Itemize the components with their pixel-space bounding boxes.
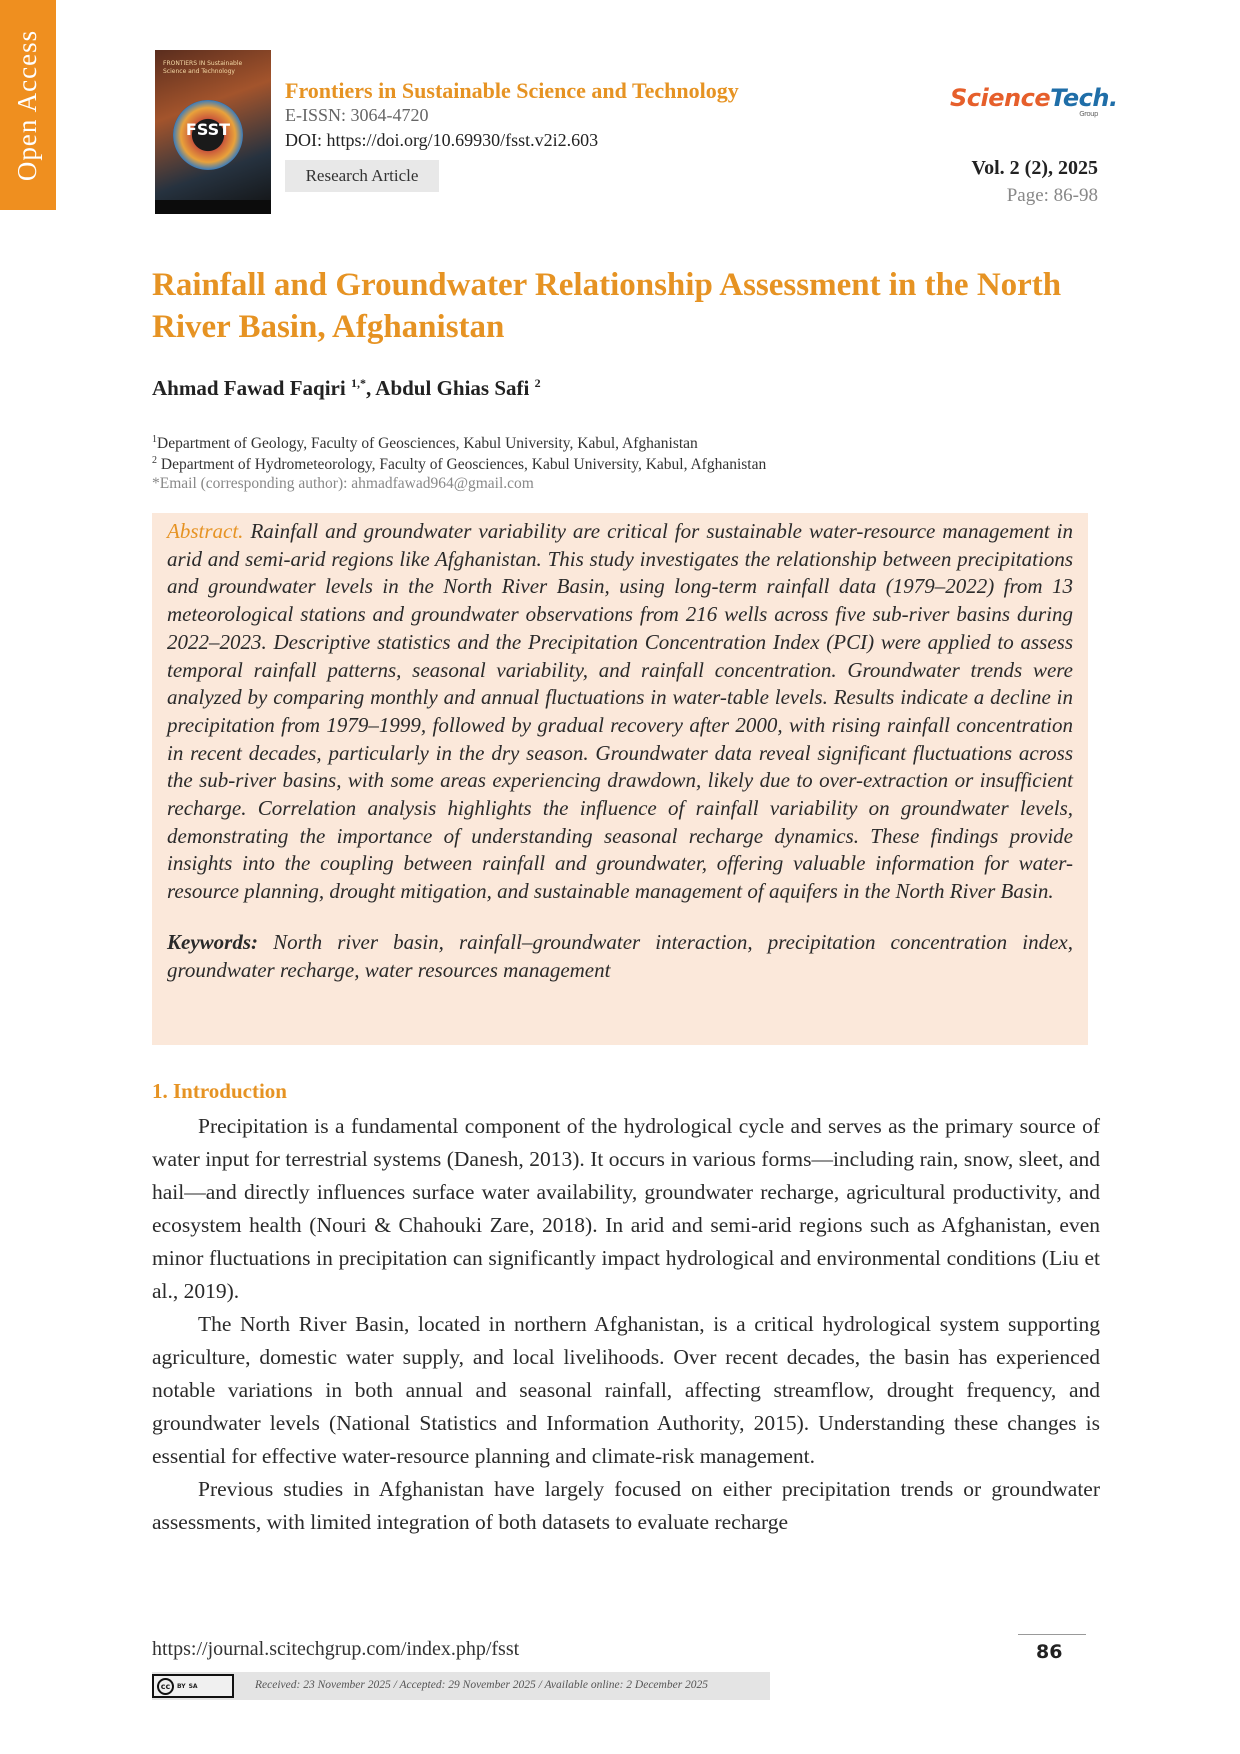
article-doi-link[interactable]: DOI: https://doi.org/10.69930/fsst.v2i2.603 [285, 130, 599, 150]
author-affiliation-mark: 2 [534, 376, 541, 390]
section-heading: 1. Introduction [152, 1079, 287, 1103]
keywords-paragraph [167, 906, 1073, 984]
paper-title: Rainfall and Groundwater Relationship Assessment in the North River Basin, Afghanistan [152, 267, 1062, 345]
publisher-logo-part2: Tech. [1050, 84, 1118, 112]
author-name: Ahmad Fawad Faqiri [152, 376, 346, 400]
cc-by-sa-icon[interactable] [152, 1674, 234, 1698]
page-number: 86 [1036, 1641, 1063, 1663]
license-bar [152, 1672, 770, 1700]
affiliation-1 [152, 434, 698, 453]
affiliation-text: Department of Geology, Faculty of Geosciences, Kabul University, Kabul, Afghanistan [157, 435, 698, 453]
publisher-logo[interactable] [950, 84, 1118, 118]
open-access-tab [0, 0, 56, 210]
affiliation-mark: 2 [152, 455, 157, 466]
abstract-label: Abstract. [167, 519, 244, 543]
affiliation-mark: 1 [152, 434, 157, 445]
footer-rule [1018, 1634, 1086, 1635]
open-access-label: Open Access [12, 29, 43, 181]
body-paragraph: Precipitation is a fundamental component of the hydrological cycle and serves as the primary source of water input for terrestrial systems (Danesh, 2013). It occurs in various forms—including rain, snow, sleet, and hail—and directly influences surface water availability, groundwater recharge, agricultural productivity, and ecosystem health (Nouri & Chahouki Zare, 2018). In arid and semi-arid regions such as Afghanistan, even minor fluctuations in precipitation can significantly impact hydrological and environmental conditions (Liu et al., 2019). [152, 1114, 1100, 1303]
affiliation-text: Department of Hydrometeorology, Faculty of Geosciences, Kabul University, Kabul, Afghanistan [157, 456, 767, 474]
abstract-paragraph [167, 513, 1073, 906]
publication-dates: Received: 23 November 2025 / Accepted: 29 November 2025 / Available online: 2 December 2025 [255, 1679, 709, 1691]
body-text [152, 1110, 1100, 1539]
page-range: Page: 86-98 [1006, 185, 1098, 206]
body-paragraph: The North River Basin, located in northern Afghanistan, is a critical hydrological system supporting agriculture, domestic water supply, and local livelihoods. Over recent decades, the basin has experienced notable variations in both annual and seasonal rainfall, affecting streamflow, drought frequency, and groundwater levels (National Statistics and Information Authority, 2015). Understanding these changes is essential for effective water-resource planning and climate-risk management. [152, 1312, 1100, 1468]
abstract-box [152, 513, 1088, 1045]
corresponding-email[interactable]: *Email (corresponding author): ahmadfawad964@gmail.com [152, 475, 534, 492]
volume-info: Vol. 2 (2), 2025 [971, 157, 1098, 179]
abstract-text: Rainfall and groundwater variability are critical for sustainable water-resource management in arid and semi-arid regions like Afghanistan. This study investigates the relationship between precipitations and groundwater levels in the North River Basin, using long-term rainfall data (1979–2022) from 13 meteorological stations and groundwater observations from 216 wells across five sub-river basins during 2022–2023. Descriptive statistics and the Precipitation Concentration Index (PCI) were applied to assess temporal rainfall patterns, seasonal variability, and rainfall concentration. Groundwater trends were analyzed by comparing monthly and annual fluctuations in water-table levels. Results indicate a decline in precipitation from 1979–1999, followed by gradual recovery after 2000, with rising rainfall concentration in recent decades, particularly in the dry season. Groundwater data reveal significant fluctuations across the sub-river basins, with some areas experiencing drawdown, likely due to over-extraction or insufficient recharge. Correlation analysis highlights the influence of rainfall variability on groundwater levels, demonstrating the importance of understanding seasonal recharge dynamics. These findings provide insights into the coupling between rainfall and groundwater, offering valuable information for water-resource planning, drought mitigation, and sustainable management of aquifers in the North River Basin. [167, 519, 1074, 904]
journal-url-link[interactable]: https://journal.scitechgrup.com/index.php/fsst [152, 1638, 520, 1660]
journal-title[interactable]: Frontiers in Sustainable Science and Technology [285, 78, 739, 103]
cover-logo-text: FSST [185, 120, 231, 139]
cover-brand-text: FRONTIERS IN Sustainable Science and Technology [163, 60, 243, 75]
keywords-text: North river basin, rainfall–groundwater interaction, precipitation concentration index, groundwater recharge, water resources management [167, 929, 1073, 982]
by-label: BY [177, 1682, 186, 1690]
body-paragraph: Previous studies in Afghanistan have largely focused on either precipitation trends or groundwater assessments, with limited integration of both datasets to evaluate recharge [152, 1477, 1100, 1534]
publisher-logo-part1: Science [950, 84, 1051, 112]
cover-footer-band [155, 200, 271, 214]
affiliation-2 [152, 455, 766, 474]
journal-cover-image [155, 50, 271, 214]
article-type-badge: Research Article [285, 160, 439, 192]
author-affiliation-mark: 1,* [350, 376, 366, 390]
cc-icon: cc [157, 1678, 174, 1695]
keywords-label: Keywords: [167, 929, 258, 954]
sa-label: SA [188, 1682, 198, 1690]
journal-issn: E-ISSN: 3064-4720 [285, 105, 429, 125]
author-list [152, 376, 541, 401]
author-separator: , [365, 376, 376, 400]
publisher-logo-group: Group [1079, 110, 1098, 118]
author-name: Abdul Ghias Safi [375, 376, 530, 400]
